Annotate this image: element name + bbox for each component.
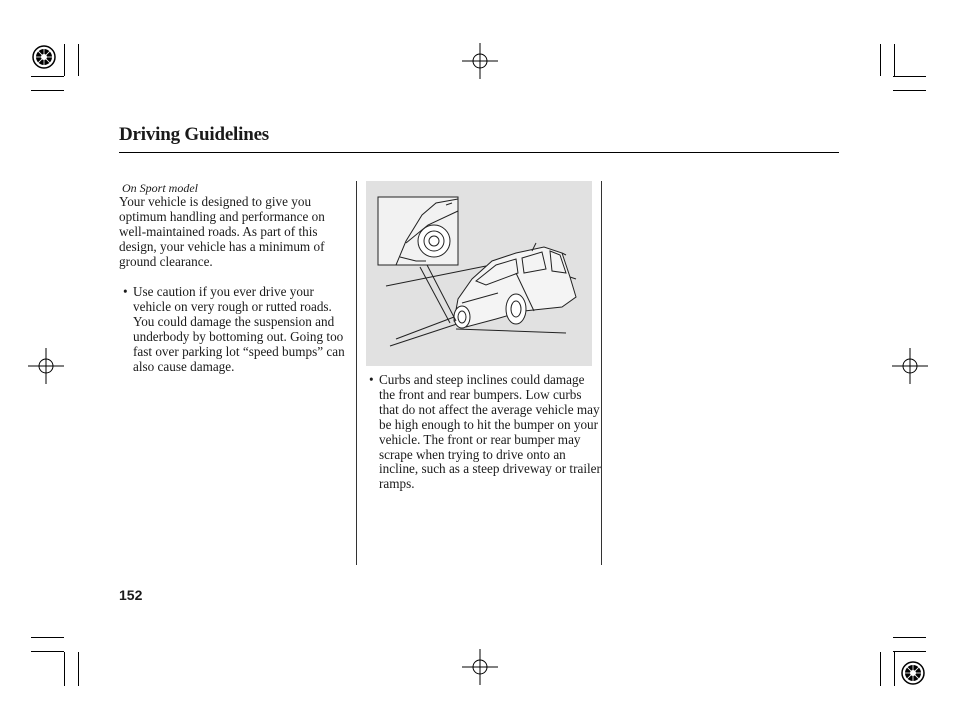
car-on-incline-image	[366, 181, 592, 366]
bullet-item	[123, 285, 353, 374]
intro-paragraph: Your vehicle is designed to give you optimum handling and performance on well-maintained roads. As part of this design, your vehicle has a minimum of ground clearance.	[119, 194, 325, 269]
model-note: On Sport model	[122, 181, 198, 195]
bullet-item	[369, 373, 601, 492]
bullet-text: Curbs and steep inclines could damage the front and rear bumpers. Low curbs that do not affect the average vehicle may be high enough to hit the bumper on your vehicle. The front or rear bumper may scrape when trying to drive onto an incline, such as a steep driveway or trailer ramps.	[379, 372, 601, 492]
registration-target-icon	[902, 662, 924, 684]
column-divider	[601, 181, 602, 565]
bullet-text: Use caution if you ever drive your vehicle on very rough or rutted roads. You could damage the suspension and underbody by bottoming out. Going too fast over parking lot “speed bumps” can also cause damage.	[133, 284, 345, 374]
page-number: 152	[119, 587, 143, 603]
page-title: Driving Guidelines	[119, 124, 270, 145]
bullet-marker: •	[369, 372, 374, 387]
column-divider	[356, 181, 357, 565]
title-rule	[119, 152, 839, 153]
registration-target-icon	[33, 46, 55, 68]
bullet-marker: •	[123, 284, 128, 299]
car-incline-illustration	[366, 181, 592, 366]
bumper-closeup-inset	[378, 197, 458, 265]
